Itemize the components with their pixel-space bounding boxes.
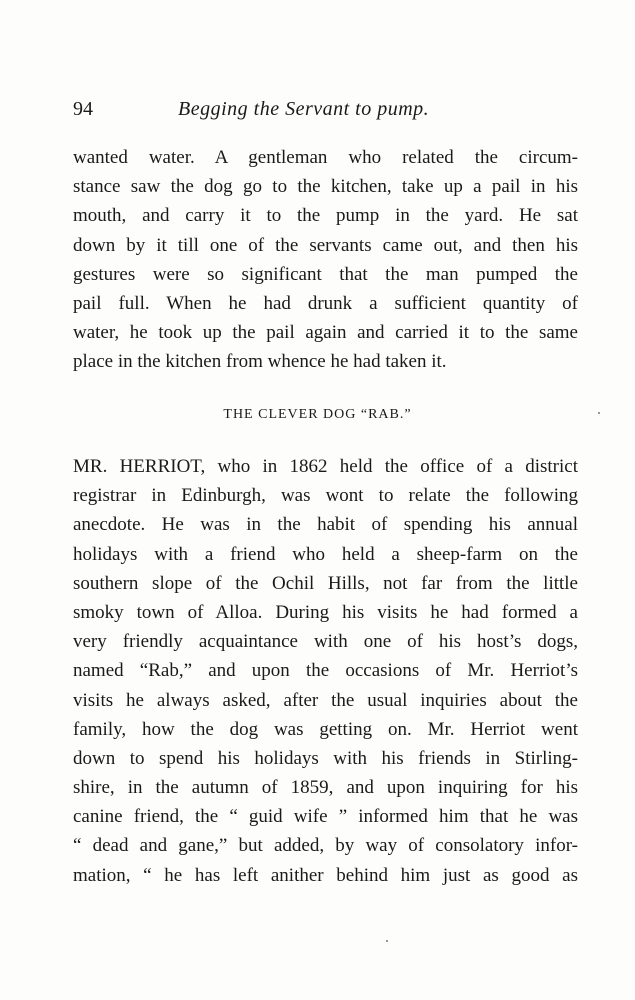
text-line: gestures were so significant that the man pumped the bbox=[73, 263, 578, 285]
text-line: mouth, and carry it to the pump in the yard. He sat bbox=[73, 205, 578, 227]
section-heading: THE CLEVER DOG “RAB.” bbox=[223, 407, 412, 422]
text-line: smoky town of Alloa. During his visits he had formed a bbox=[73, 601, 578, 623]
paragraph-1 bbox=[73, 143, 578, 377]
text-line: pail full. When he had drunk a sufficient quantity of bbox=[73, 292, 578, 314]
text-line: named “Rab,” and upon the occasions of Mr. Herriot’s bbox=[73, 660, 578, 682]
text-line: down to spend his holidays with his friends in Stirling- bbox=[73, 747, 578, 769]
text-line: southern slope of the Ochil Hills, not far from the little bbox=[73, 572, 578, 594]
text-line: place in the kitchen from whence he had taken it. bbox=[73, 351, 447, 373]
text-line: wanted water. A gentleman who related the circum- bbox=[73, 147, 578, 168]
text-line: stance saw the dog go to the kitchen, take up a pail in his bbox=[73, 176, 578, 198]
text-line: registrar in Edinburgh, was wont to relate the following bbox=[73, 485, 578, 507]
text-line: anecdote. He was in the habit of spending his annual bbox=[73, 514, 578, 536]
paragraph-2 bbox=[73, 452, 578, 890]
text-line: very friendly acquaintance with one of his host’s dogs, bbox=[73, 631, 578, 653]
text-line: down by it till one of the servants came out, and then his bbox=[73, 234, 578, 256]
running-title: Begging the Servant to pump. bbox=[178, 98, 430, 120]
text-line: “ dead and gane,” but added, by way of consolatory infor- bbox=[73, 835, 578, 857]
running-head bbox=[73, 98, 578, 128]
paper-speck bbox=[386, 940, 388, 942]
text-line: canine friend, the “ guid wife ” informed him that he was bbox=[73, 806, 578, 828]
text-line: water, he took up the pail again and carried it to the same bbox=[73, 322, 578, 344]
text-line: MR. HERRIOT, who in 1862 held the office of a district bbox=[73, 456, 578, 477]
text-line: holidays with a friend who held a sheep-farm on the bbox=[73, 543, 578, 565]
text-line: shire, in the autumn of 1859, and upon inquiring for his bbox=[73, 777, 578, 799]
text-line: family, how the dog was getting on. Mr. Herriot went bbox=[73, 718, 578, 740]
text-line: visits he always asked, after the usual inquiries about the bbox=[73, 689, 578, 711]
page-number: 94 bbox=[73, 98, 93, 120]
paper-speck bbox=[598, 412, 600, 414]
text-line: mation, “ he has left anither behind him just as good as bbox=[73, 864, 578, 886]
